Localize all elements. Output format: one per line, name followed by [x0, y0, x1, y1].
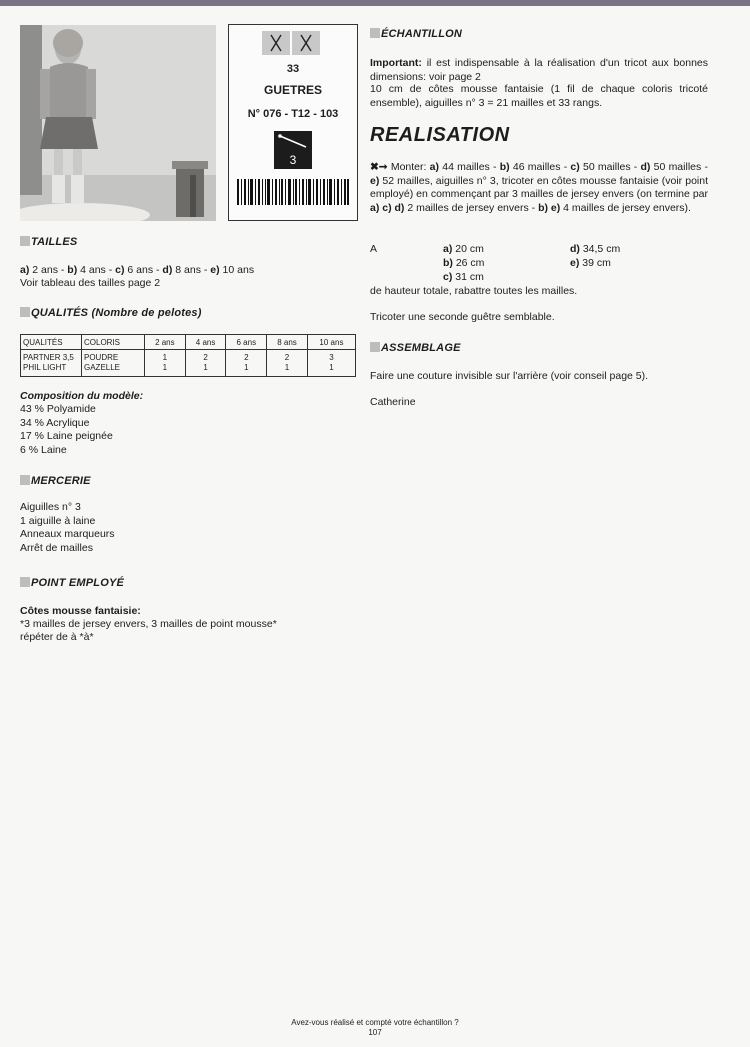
- hauteur-text: de hauteur totale, rabattre toutes les mailles.: [370, 285, 578, 297]
- list-item: Aiguilles n° 3: [20, 501, 81, 513]
- knitting-needles-icon: [262, 31, 290, 55]
- value-cell: 3 1: [307, 350, 355, 377]
- quality-cell: PARTNER 3,5 PHIL LIGHT: [21, 350, 82, 377]
- value-cell: 1 1: [145, 350, 186, 377]
- realisation-instructions: ✖➞ Monter: a) 44 mailles - b) 46 mailles - c) 50 mailles - d) 50 mailles - e) 52 mailles, aiguilles n° 3, tricoter en côtes mousse fantaisie (voir point employé) en commençant par 3 mailles de jersey envers (on termine par a) c) d) 2 mailles de jersey envers - b) e) 4 mailles de jersey envers).: [370, 161, 708, 214]
- assemblage-heading: [370, 342, 461, 354]
- measure-b: b) 26 cm: [443, 257, 485, 269]
- table-header: 4 ans: [185, 335, 226, 350]
- needle-size: 3: [289, 153, 297, 167]
- table-header: 6 ans: [226, 335, 267, 350]
- measure-e: e) 39 cm: [570, 257, 611, 269]
- mercerie-heading: [20, 475, 91, 487]
- mercerie-heading-text: MERCERIE: [31, 475, 91, 487]
- pattern-number: 33: [286, 63, 300, 75]
- tailles-sizes: a) 2 ans - b) 4 ans - c) 6 ans - d) 8 ans - e) 10 ans: [20, 264, 255, 276]
- measure-d: d) 34,5 cm: [570, 243, 621, 255]
- composition-list: [20, 403, 113, 457]
- list-item: 1 aiguille à laine: [20, 514, 96, 527]
- value-cell: 2 1: [226, 350, 267, 377]
- echantillon-heading: [370, 28, 462, 40]
- table-header: QUALITÉS: [21, 335, 82, 350]
- list-item: 17 % Laine peignée: [20, 430, 113, 442]
- table-header-row: [21, 335, 356, 350]
- qualites-table: [20, 334, 356, 377]
- card-icons: [262, 31, 320, 55]
- footer-question: Avez-vous réalisé et compté votre échantillon ?: [291, 1018, 459, 1027]
- heading-marker: [20, 577, 30, 587]
- measure-c: c) 31 cm: [443, 271, 484, 283]
- knitting-needles-icon: [292, 31, 320, 55]
- echantillon-heading-text: ÉCHANTILLON: [381, 28, 463, 40]
- needle-icon: [274, 131, 312, 153]
- composition-title: Composition du modèle:: [20, 390, 144, 402]
- list-item: Anneaux marqueurs: [20, 528, 115, 540]
- tailles-note: Voir tableau des tailles page 2: [20, 277, 161, 289]
- model-photo: [20, 25, 216, 221]
- tailles-heading: [20, 236, 77, 248]
- table-row: [21, 350, 356, 377]
- seconde-guetre-text: Tricoter une seconde guêtre semblable.: [370, 311, 555, 323]
- arrow-icon: ✖➞: [370, 161, 388, 173]
- pattern-reference: N° 076 - T12 - 103: [247, 108, 339, 120]
- list-item: 43 % Polyamide: [20, 403, 96, 415]
- point-line-2: répéter de à *à*: [20, 631, 94, 643]
- mercerie-list: [20, 501, 115, 555]
- page-number: 107: [368, 1028, 382, 1037]
- table-header: 10 ans: [307, 335, 355, 350]
- realisation-title: REALISATION: [370, 124, 510, 146]
- barcode: [237, 179, 349, 205]
- heading-marker: [20, 236, 30, 246]
- qualites-heading-text: QUALITÉS (Nombre de pelotes): [31, 307, 202, 319]
- assemblage-text: Faire une couture invisible sur l'arrière (voir conseil page 5).: [370, 370, 649, 382]
- table-header: COLORIS: [82, 335, 145, 350]
- heading-marker: [370, 342, 380, 352]
- qualites-heading: [20, 307, 202, 319]
- value-cell: 2 1: [267, 350, 308, 377]
- table-header: 8 ans: [267, 335, 308, 350]
- echantillon-important: Important: il est indispensable à la réalisation d'un tricot aux bonnes dimensions: voir page 2: [370, 57, 708, 83]
- table-header: 2 ans: [145, 335, 186, 350]
- top-edge-band: [0, 0, 750, 6]
- needle-size-badge: [274, 131, 312, 169]
- point-title: Côtes mousse fantaisie:: [20, 605, 141, 617]
- point-line-1: *3 mailles de jersey envers, 3 mailles de point mousse*: [20, 618, 277, 630]
- author: Catherine: [370, 396, 416, 408]
- heading-marker: [370, 28, 380, 38]
- heading-marker: [20, 307, 30, 317]
- echantillon-body: 10 cm de côtes mousse fantaisie (1 fil de chaque coloris tricoté ensemble), aiguilles n° 3 = 21 mailles et 33 rangs.: [370, 83, 708, 109]
- pattern-card: [228, 24, 358, 221]
- measure-a: a) 20 cm: [443, 243, 484, 255]
- assemblage-heading-text: ASSEMBLAGE: [381, 342, 461, 354]
- point-heading-text: POINT EMPLOYÉ: [31, 577, 125, 589]
- color-cell: POUDRE GAZELLE: [82, 350, 145, 377]
- tailles-heading-text: TAILLES: [31, 236, 78, 248]
- pattern-name: GUETRES: [263, 83, 322, 97]
- list-item: 34 % Acrylique: [20, 416, 90, 429]
- dimension-label: A: [370, 243, 378, 255]
- value-cell: 2 1: [185, 350, 226, 377]
- list-item: Arrêt de mailles: [20, 541, 93, 554]
- heading-marker: [20, 475, 30, 485]
- list-item: 6 % Laine: [20, 443, 67, 456]
- point-heading: [20, 577, 124, 589]
